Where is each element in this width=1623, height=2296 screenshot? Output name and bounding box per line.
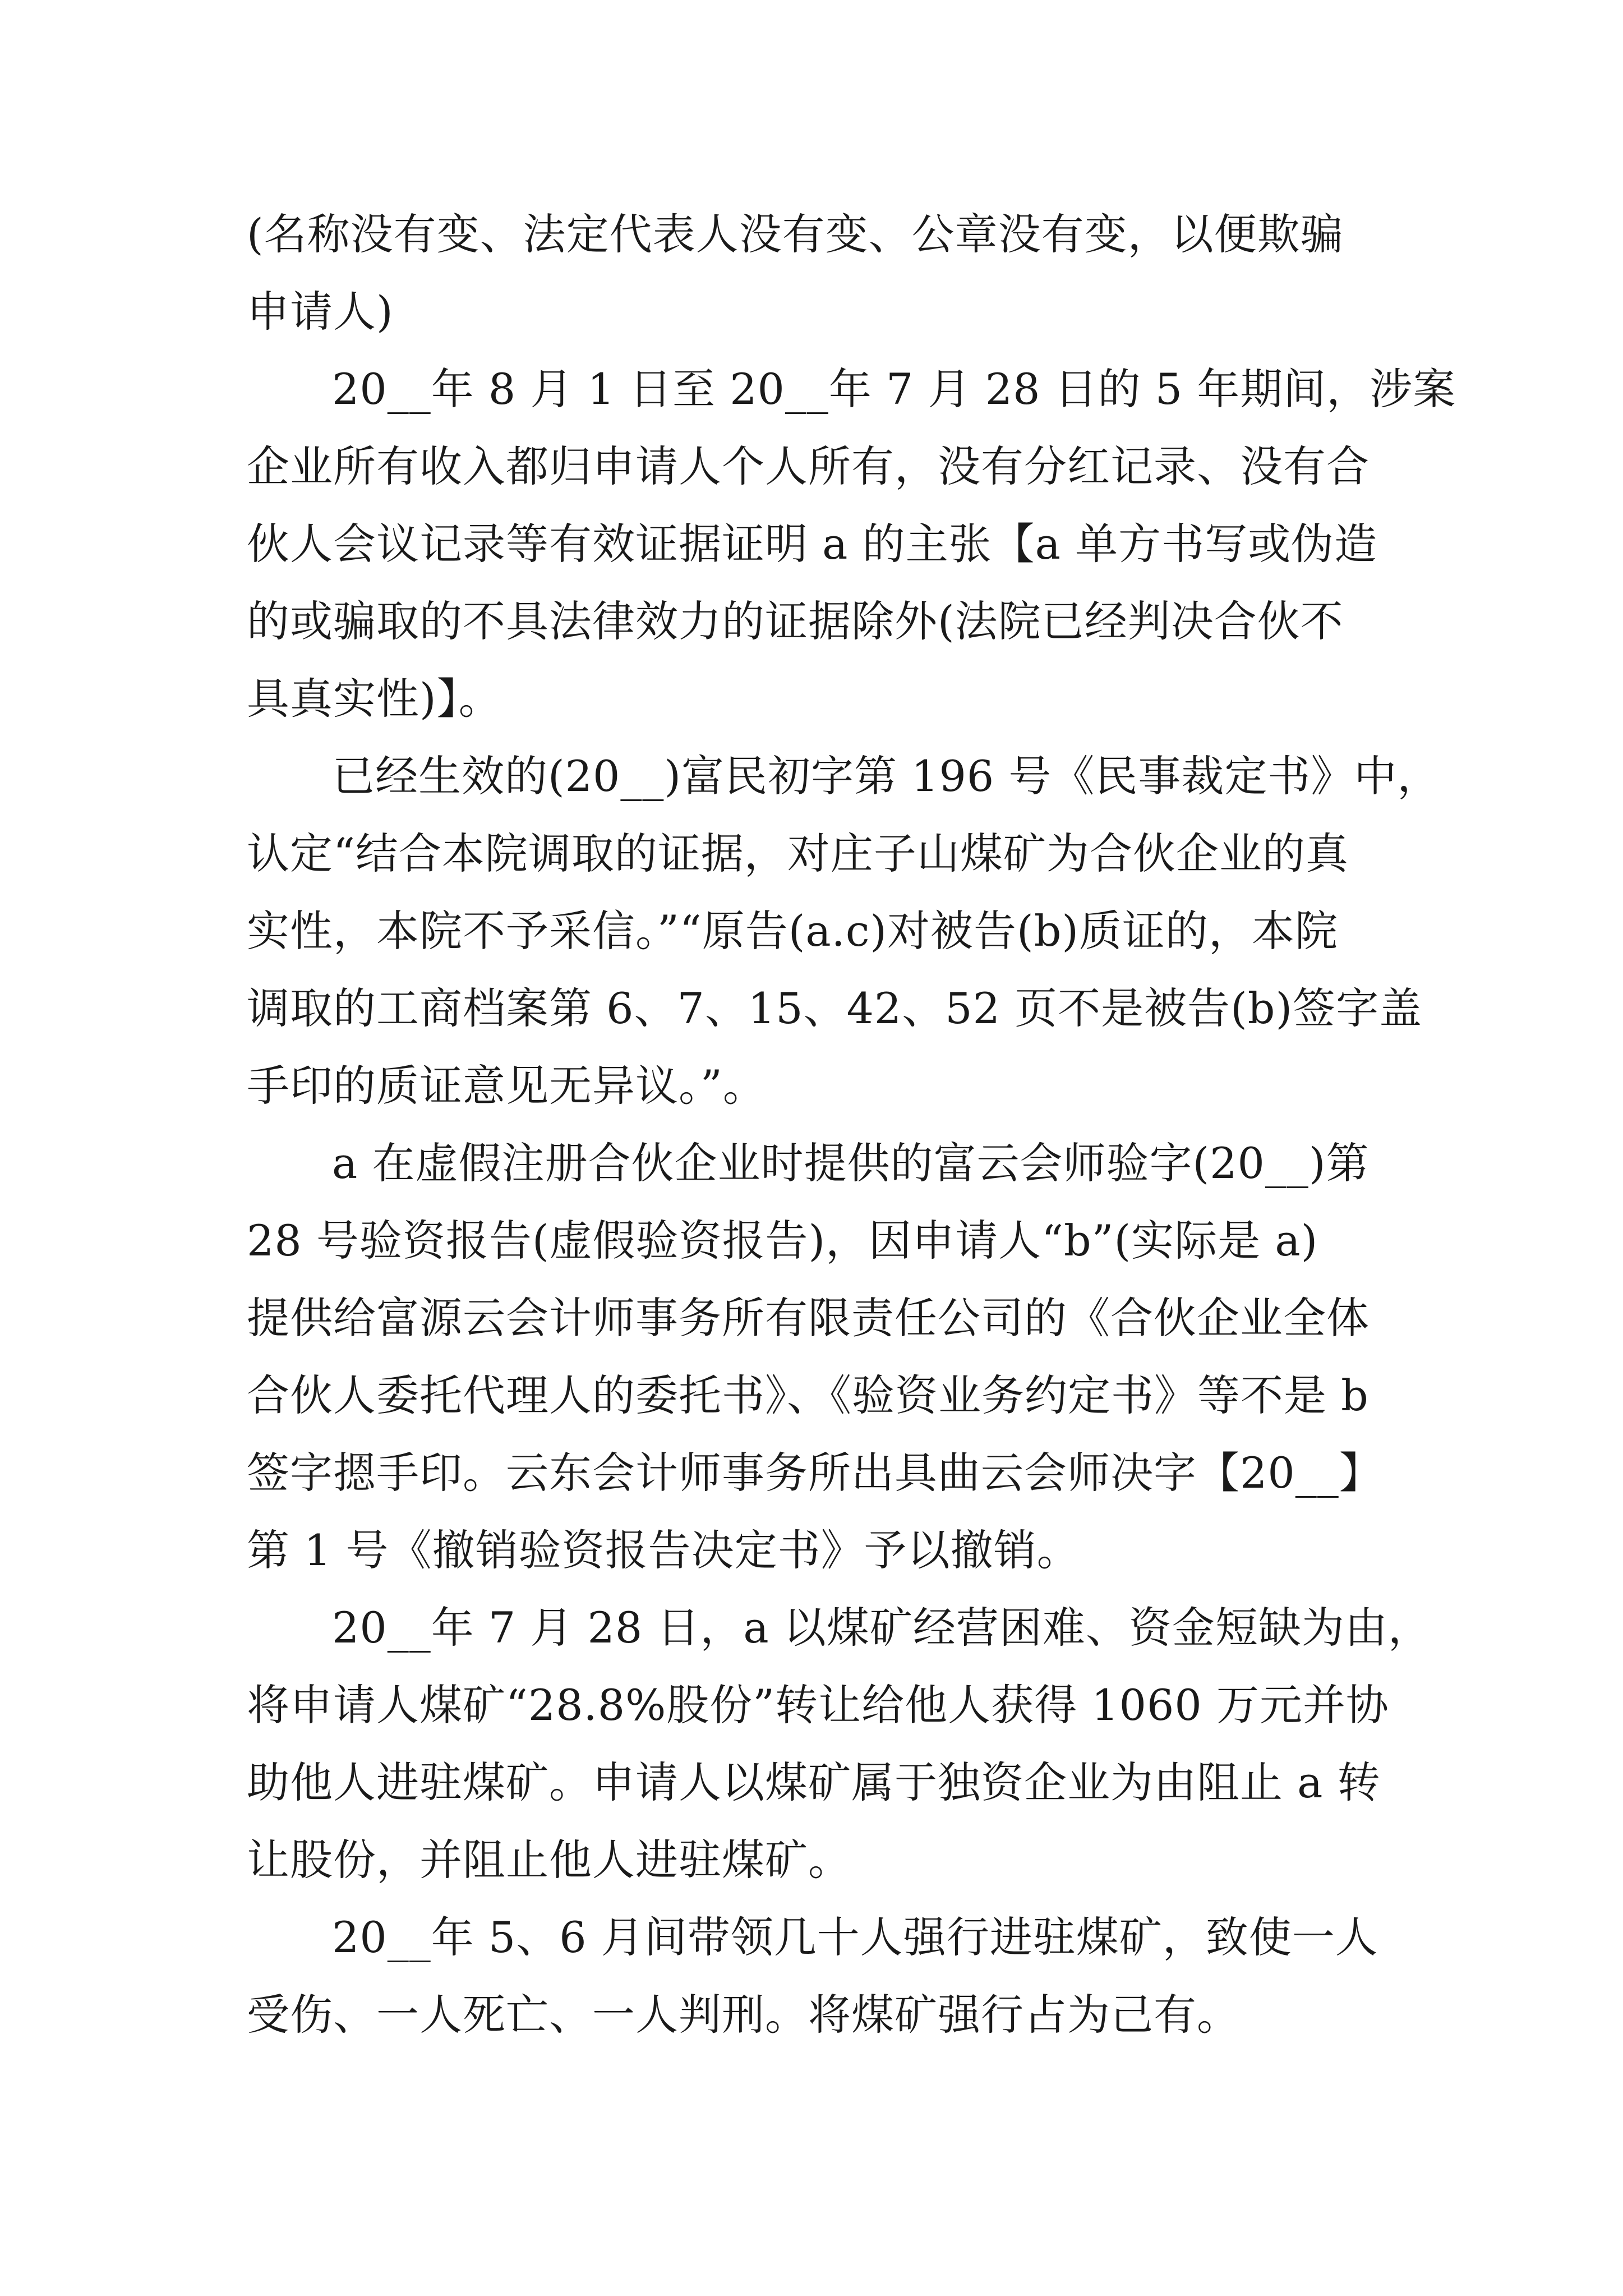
paragraph-line: 手印的质证意见无异议。”。 [247,1061,766,1111]
paragraph-line: 具真实性)】。 [247,674,502,724]
paragraph-line: 28 号验资报告(虚假验资报告)，因申请人“b”(实际是 a) [247,1216,1318,1266]
paragraph-line: 让股份，并阻止他人进驻煤矿。 [247,1835,851,1885]
paragraph-line: 第 1 号《撤销验资报告决定书》予以撤销。 [247,1525,1080,1575]
paragraph-line: 将申请人煤矿“28.8%股份”转让给他人获得 1060 万元并协 [247,1680,1389,1730]
paragraph-first-line: 20__年 7 月 28 日，a 以煤矿经营困难、资金短缺为由， [332,1603,1431,1653]
paragraph-line: 合伙人委托代理人的委托书》、《验资业务约定书》等不是 b [247,1370,1369,1420]
paragraph-line: 认定“结合本院调取的证据，对庄子山煤矿为合伙企业的真 [247,829,1349,878]
paragraph-line: 助他人进驻煤矿。申请人以煤矿属于独资企业为由阻止 a 转 [247,1757,1381,1807]
paragraph-line: 提供给富源云会计师事务所有限责任公司的《合伙企业全体 [247,1293,1370,1343]
paragraph-line: (名称没有变、法定代表人没有变、公章没有变，以便欺骗 [247,209,1344,259]
paragraph-line: 伙人会议记录等有效证据证明 a 的主张【a 单方书写或伪造 [247,519,1378,569]
paragraph-first-line: a 在虚假注册合伙企业时提供的富云会师验字(20__)第 [332,1138,1370,1188]
paragraph-first-line: 20__年 8 月 1 日至 20__年 7 月 28 日的 5 年期间，涉案 [332,364,1456,414]
paragraph-line: 的或骗取的不具法律效力的证据除外(法院已经判决合伙不 [247,596,1344,646]
paragraph-line: 调取的工商档案第 6、7、15、42、52 页不是被告(b)签字盖 [247,983,1423,1033]
paragraph-line: 企业所有收入都归申请人个人所有，没有分红记录、没有合 [247,441,1370,491]
paragraph-first-line: 20__年 5、6 月间带领几十人强行进驻煤矿，致使一人 [332,1912,1378,1962]
paragraph-line: 签字摁手印。云东会计师事务所出具曲云会师决字【20__】 [247,1448,1382,1498]
paragraph-first-line: 已经生效的(20__)富民初字第 196 号《民事裁定书》中， [332,751,1441,801]
paragraph-line: 实性，本院不予采信。”“原告(a.c)对被告(b)质证的，本院 [247,906,1338,956]
paragraph-line: 受伤、一人死亡、一人判刑。将煤矿强行占为己有。 [247,1990,1240,2040]
document-body [247,206,1456,2064]
paragraph-line: 申请人) [247,287,394,337]
